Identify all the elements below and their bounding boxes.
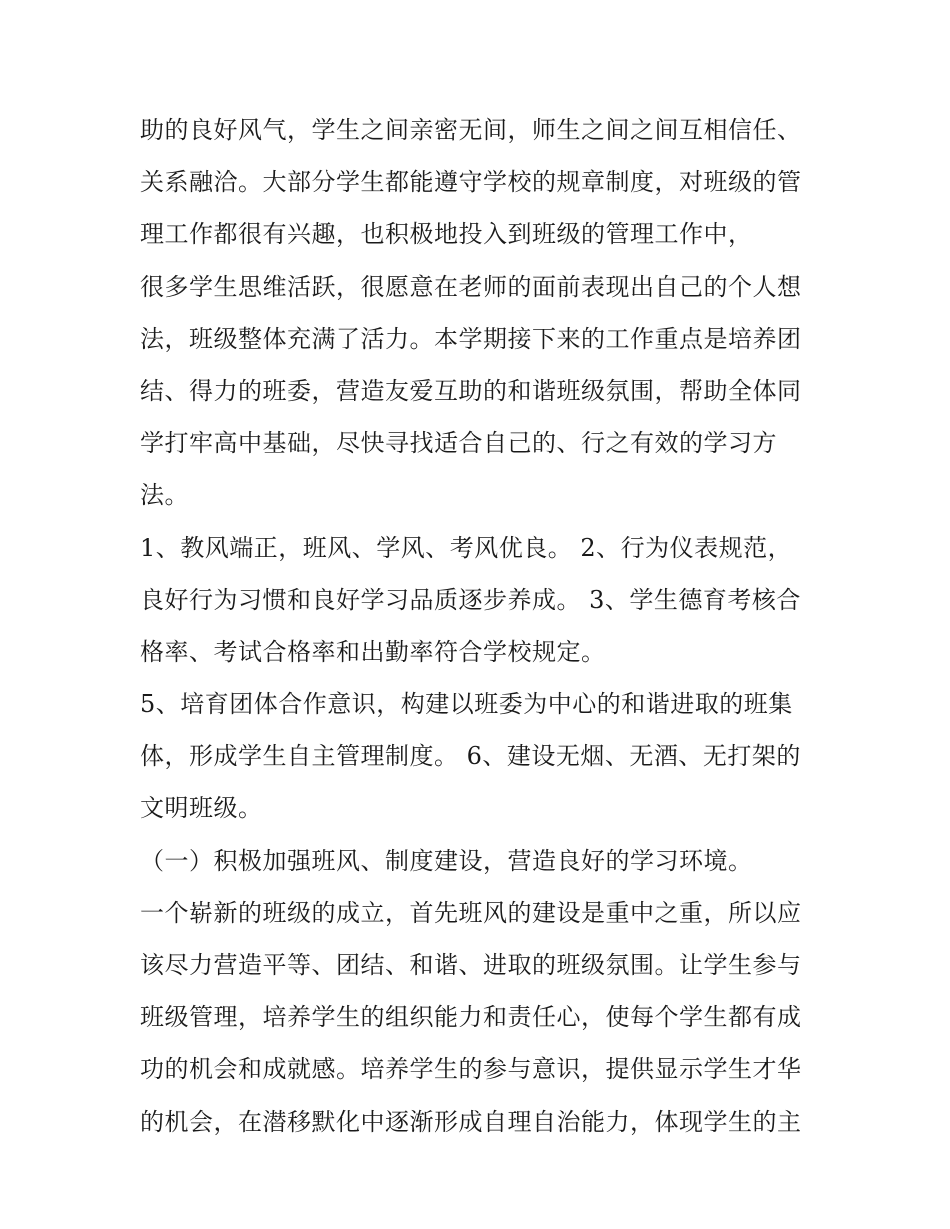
- section-heading: （一）积极加强班风、制度建设，营造良好的学习环境。: [140, 846, 753, 875]
- text-line: 功的机会和成就感。培养学生的参与意识，提供显示学生才华: [140, 1055, 802, 1084]
- text-line: 该尽力营造平等、团结、和谐、进取的班级氛围。让学生参与: [140, 951, 802, 979]
- list-item: 1、教风端正，班风、学风、考风优良。 2、行为仪表规范，: [140, 533, 793, 562]
- text-line: 助的良好风气，学生之间亲密无间，师生之间之间互相信任、: [140, 116, 802, 144]
- body-text: [140, 104, 820, 1148]
- text-line: 结、得力的班委，营造友爱互助的和谐班级氛围，帮助全体同: [140, 376, 802, 405]
- list-item: 5、培育团体合作意识，构建以班委为中心的和谐进取的班集: [140, 690, 793, 719]
- list-item: 文明班级。: [140, 794, 263, 823]
- list-item: 体，形成学生自主管理制度。 6、建设无烟、无酒、无打架的: [140, 742, 801, 771]
- list-item: 格率、考试合格率和出勤率符合学校规定。: [140, 637, 606, 666]
- text-line: 法，班级整体充满了活力。本学期接下来的工作重点是培养团: [140, 324, 802, 353]
- text-line: 的机会，在潜移默化中逐渐形成自理自治能力，体现学生的主: [140, 1107, 802, 1136]
- text-line: 学打牢高中基础，尽快寻找适合自己的、行之有效的学习方: [140, 429, 777, 458]
- list-item: 良好行为习惯和良好学习品质逐步养成。 3、学生德育考核合: [140, 585, 801, 614]
- text-line: 法。: [140, 481, 189, 510]
- text-line: 一个崭新的班级的成立，首先班风的建设是重中之重，所以应: [140, 898, 802, 927]
- text-line: 理工作都很有兴趣，也积极地投入到班级的管理工作中，: [140, 220, 753, 249]
- text-line: 班级管理，培养学生的组织能力和责任心，使每个学生都有成: [140, 1003, 802, 1032]
- text-line: 关系融洽。大部分学生都能遵守学校的规章制度，对班级的管: [140, 168, 802, 197]
- text-line: 很多学生思维活跃，很愿意在老师的面前表现出自己的个人想: [140, 272, 802, 301]
